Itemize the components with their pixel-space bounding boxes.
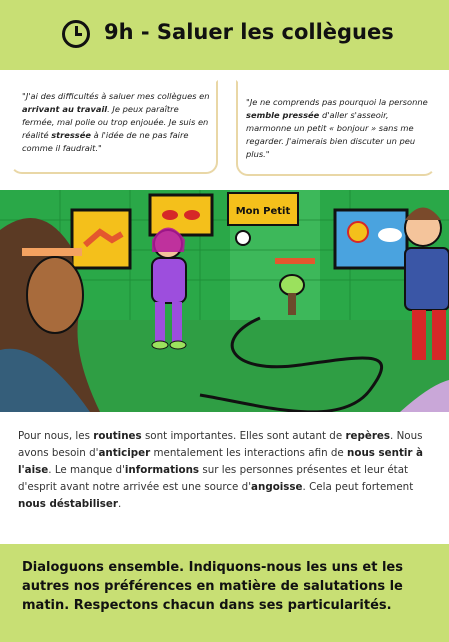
lips-poster	[150, 195, 212, 235]
advice-text: Dialoguons ensemble. Indiquons-nous les uns et les autres nos préférences en matière de salutations le matin. Respectons chacun dans ses particularités.	[22, 560, 403, 613]
speech-bubble-right: "Je ne comprends pas pourquoi la personne semble pressée d'aller s'asseoir, marmonne un petit « bonjour » sans me regarder. J'aimerais bien discuter un peu plus."	[236, 80, 436, 176]
page-title: 9h - Saluer les collègues	[104, 20, 394, 44]
clock-icon	[62, 20, 90, 48]
explanation-paragraph: Pour nous, les routines sont importantes. Elles sont autant de repères. Nous avons besoin d'anticiper mentalement les interactions afin de nous sentir à l'aise. Le manque d'informations sur les personnes présentes et leur état d'esprit avant notre arrivée est une source d'angoisse. Cela peut fortement nous déstabiliser.	[18, 430, 424, 510]
sign-label: Mon Petit	[235, 206, 291, 217]
speech-bubble-left: "J'ai des difficultés à saluer mes collègues en arrivant au travail. Je peux paraître fermée, mal polie ou trop enjouée. Je suis en réalité stressée à l'idée de ne pas faire comme il faudrait."	[10, 80, 218, 174]
header-banner	[0, 0, 449, 70]
office-illustration	[0, 190, 449, 412]
footer-banner	[0, 544, 449, 642]
handshake-poster	[72, 210, 130, 268]
